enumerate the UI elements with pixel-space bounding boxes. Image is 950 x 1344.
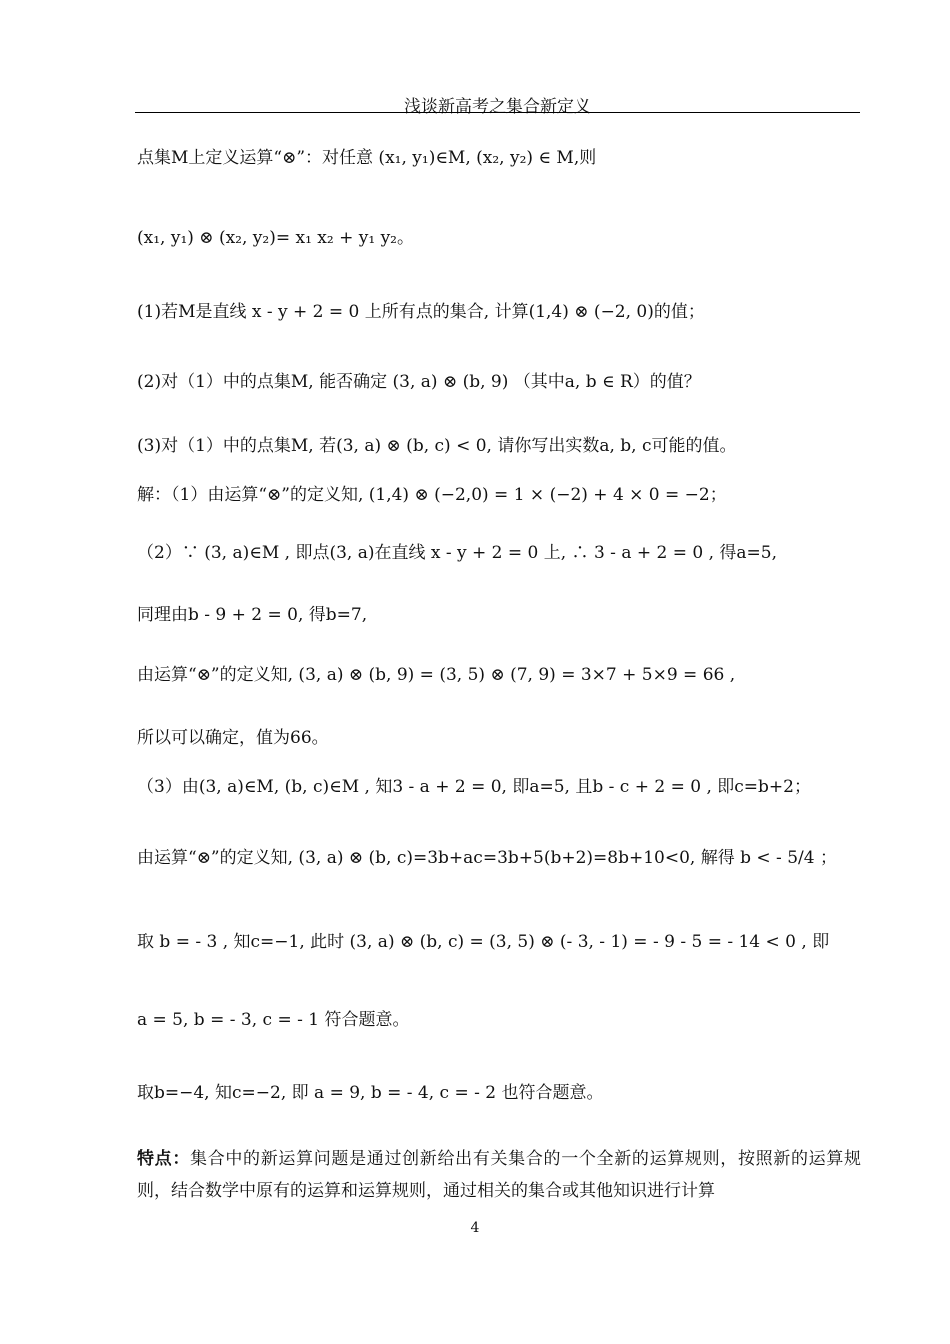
definition-line: 点集M上定义运算“⊗”：对任意 (x₁, y₁)∈M, (x₂, y₂) ∈ M,则 (137, 148, 597, 168)
solution-3-calc: 由运算“⊗”的定义知, (3, a) ⊗ (b, c)=3b+ac=3b+5(b+2)=8b+10<0, 解得 b < - 5/4 ； (137, 848, 837, 868)
solution-3-example-1-result: a = 5, b = - 3, c = - 1 符合题意。 (137, 1010, 410, 1030)
solution-2-b: 同理由b - 9 + 2 = 0, 得b=7, (137, 605, 368, 625)
solution-2: （2）∵ (3, a)∈M , 即点(3, a)在直线 x - y + 2 = 0 上, ∴ 3 - a + 2 = 0 , 得a=5, (137, 543, 778, 563)
solution-3: （3）由(3, a)∈M, (b, c)∈M , 知3 - a + 2 = 0, 即a=5, 且b - c + 2 = 0 , 即c=b+2； (137, 777, 811, 797)
question-3: (3)对（1）中的点集M, 若(3, a) ⊗ (b, c) < 0, 请你写出实数a, b, c可能的值。 (137, 436, 737, 456)
question-2: (2)对（1）中的点集M, 能否确定 (3, a) ⊗ (b, 9) （其中a, b ∈ R）的值？ (137, 372, 701, 392)
summary-text: 集合中的新运算问题是通过创新给出有关集合的一个全新的运算规则，按照新的运算规则，结合数学中原有的运算和运算规则，通过相关的集合或其他知识进行计算 (137, 1149, 862, 1201)
solution-3-example-2: 取b=−4, 知c=−2, 即 a = 9, b = - 4, c = - 2 也符合题意。 (137, 1083, 604, 1103)
solution-3-example-1: 取 b = - 3 , 知c=−1, 此时 (3, a) ⊗ (b, c) = (3, 5) ⊗ (- 3, - 1) = - 9 - 5 = - 14 < 0 , 即 (137, 932, 830, 952)
question-1: (1)若M是直线 x - y + 2 = 0 上所有点的集合, 计算(1,4) ⊗ (−2, 0)的值； (137, 302, 705, 322)
solution-1: 解：（1）由运算“⊗”的定义知, (1,4) ⊗ (−2,0) = 1 × (−2) + 4 × 0 = −2； (137, 485, 727, 505)
summary-label: 特点： (137, 1149, 191, 1169)
solution-2-calc: 由运算“⊗”的定义知, (3, a) ⊗ (b, 9) = (3, 5) ⊗ (7, 9) = 3×7 + 5×9 = 66 , (137, 665, 736, 685)
header-title: 浅谈新高考之集合新定义 (404, 97, 591, 117)
solution-2-conclusion: 所以可以确定，值为66。 (137, 728, 329, 748)
header-rule (135, 112, 860, 113)
summary-paragraph (137, 1143, 861, 1207)
formula-line: (x₁, y₁) ⊗ (x₂, y₂)= x₁ x₂ + y₁ y₂。 (137, 228, 414, 248)
page-number: 4 (470, 1220, 480, 1236)
